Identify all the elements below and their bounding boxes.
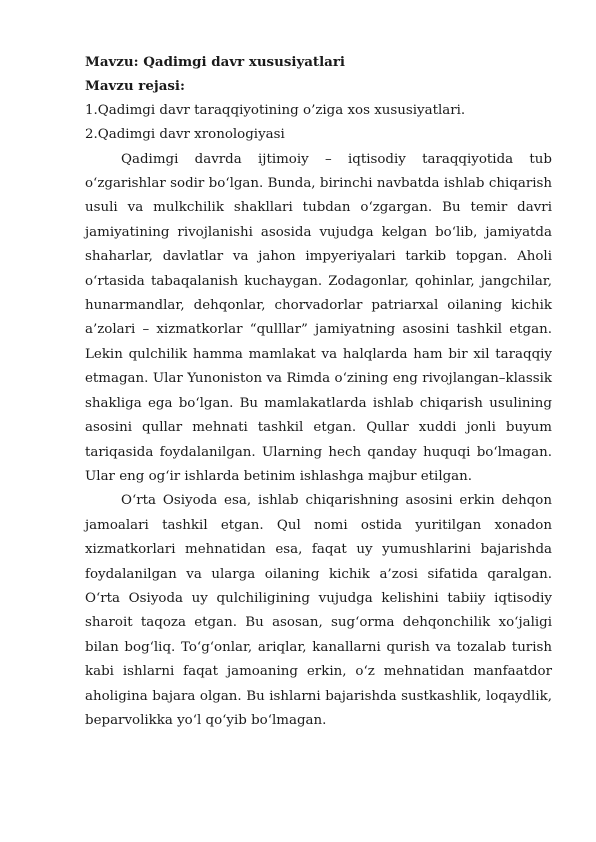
plan-item: 1.Qadimgi davr taraqqiyotining o’ziga xos xususiyatlari. (85, 102, 466, 118)
body-paragraph: O‘rta Osiyoda esa, ishlab chiqarishning asosini erkin dehqon jamoalari tashkil etgan. Qul nomi ostida yuritilgan xonadon xizmatkorlari mehnatidan esa, faqat uy yumushlarini bajarishda foydalanilgan va ularga oilaning kichik a’zosi sifatida qaralgan. O‘rta Osiyoda uy qulchiligining vujudga kelishini tabiiy iqtisodiy sharoit taqoza etgan. Bu asosan, sug‘orma dehqonchilik xo‘jaligi bilan bog‘liq. To‘g‘onlar, ariqlar, kanallarni qurish va tozalab turish kabi ishlarni faqat jamoaning erkin, o‘z mehnatidan manfaatdor aholigina bajara olgan. Bu ishlarni bajarishda sustkashlik, loqaydlik, beparvolikka yo‘l qo‘yib bo‘lmagan. (85, 493, 552, 728)
plan-item: 2.Qadimgi davr xronologiyasi (85, 127, 285, 143)
plan-heading: Mavzu rejasi: (85, 78, 185, 95)
topic-heading: Mavzu: Qadimgi davr xususiyatlari (85, 54, 345, 70)
body-paragraph: Qadimgi davrda ijtimoiy – iqtisodiy taraqqiyotida tub o‘zgarishlar sodir bo‘lgan. Bunda, birinchi navbatda ishlab chiqarish usuli va mulkchilik shakllari tubdan o‘zgargan. Bu temir davri jamiyatining rivojlanishi asosida vujudga kelgan bo‘lib, jamiyatda shaharlar, davlatlar va jahon impyeriyalari tarkib topgan. Aholi o‘rtasida tabaqalanish kuchaygan. Zodagonlar, qohinlar, jangchilar, hunarmandlar, dehqonlar, chorvadorlar patriarxal oilaning kichik a’zolari – xizmatkorlar “qulllar” jamiyatning asosini tashkil etgan. Lekin qulchilik hamma mamlakat va halqlarda ham bir xil taraqqiy etmagan. Ular Yunoniston va Rimda o‘zining eng rivojlangan–klassik shakliga ega bo‘lgan. Bu mamlakatlarda ishlab chiqarish usulining asosini qullar mehnati tashkil etgan. Qullar xuddi jonli buyum tariqasida foydalanilgan. Ularning hech qanday huquqi bo‘lmagan. Ular eng og‘ir ishlarda betinim ishlashga majbur etilgan. (85, 151, 552, 484)
document-page (85, 50, 552, 733)
